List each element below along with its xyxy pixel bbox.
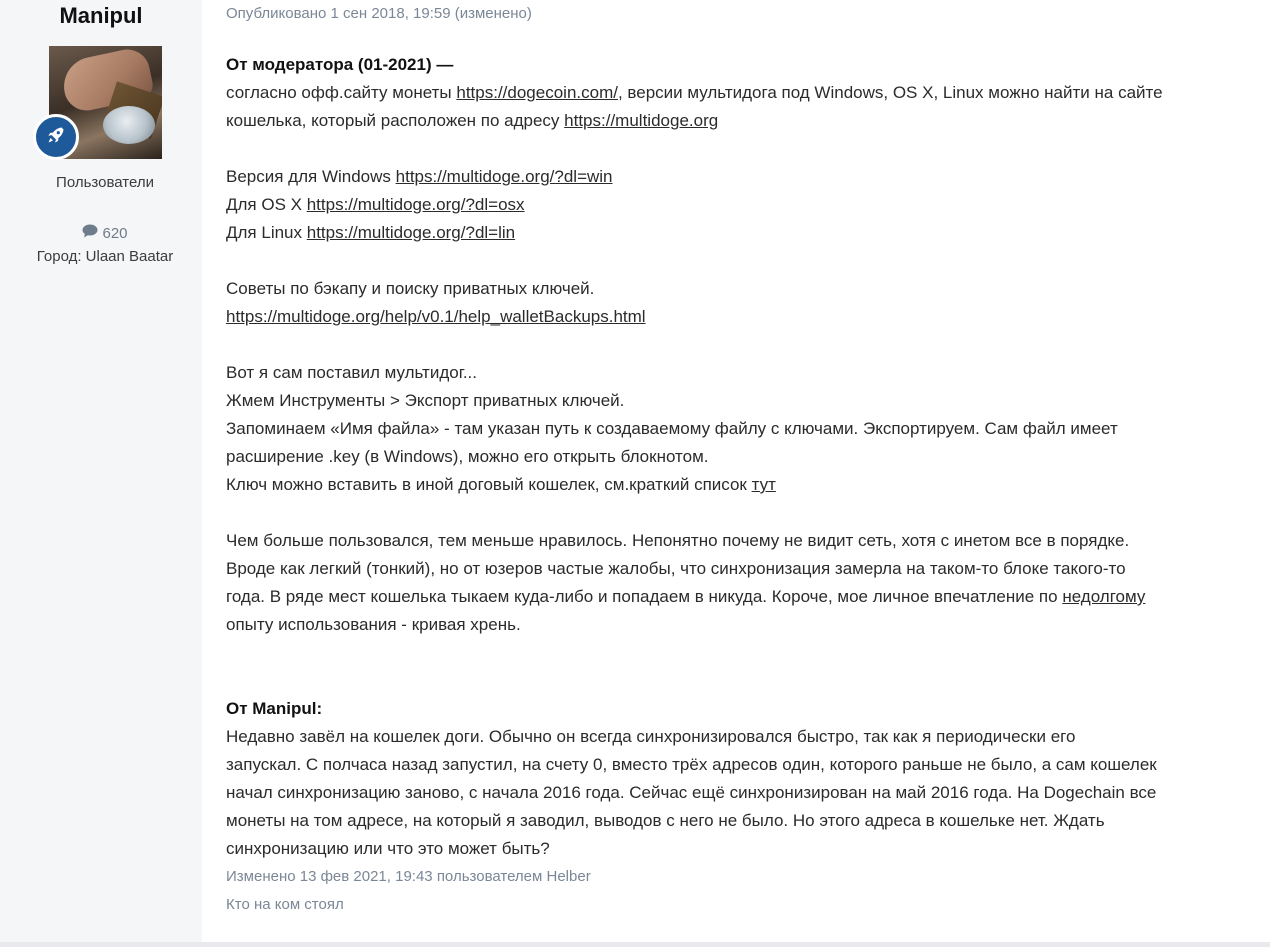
post-date[interactable]: Опубликовано 1 сен 2018, 19:59: [226, 5, 451, 22]
wallet-list-link[interactable]: тут: [751, 475, 776, 494]
reactions-link[interactable]: Кто на ком стоял: [226, 896, 344, 913]
opinion-line: опыту использования - кривая хрень.: [226, 615, 521, 634]
question-line: синхронизацию или что это может быть?: [226, 839, 550, 858]
question-line: Недавно завёл на кошелек доги. Обычно он всегда синхронизировался быстро, так как я периодически его: [226, 727, 1076, 746]
author-heading: От Manipul:: [226, 699, 323, 718]
instruction-line: Вот я сам поставил мультидог...: [226, 363, 478, 382]
osx-line: Для OS X https://multidoge.org/?dl=osx: [226, 195, 525, 214]
post-divider: [0, 942, 1270, 947]
author-panel: [0, 0, 202, 942]
windows-download-link[interactable]: https://multidoge.org/?dl=win: [395, 167, 613, 186]
dogecoin-link[interactable]: https://dogecoin.com/: [456, 83, 618, 102]
backup-help-link[interactable]: https://multidoge.org/help/v0.1/help_walletBackups.html: [226, 307, 646, 326]
rocket-icon: [46, 125, 66, 150]
author-city: Город: Ulaan Baatar: [36, 248, 174, 265]
linux-download-link[interactable]: https://multidoge.org/?dl=lin: [306, 223, 516, 242]
backup-tip: Советы по бэкапу и поиску приватных ключей.: [226, 279, 595, 298]
post-meta: [226, 5, 532, 22]
question-line: запускал. С полчаса назад запустил, на счету 0, вместо трёх адресов один, которого раньше не было, а сам кошелек: [226, 755, 1157, 774]
osx-download-link[interactable]: https://multidoge.org/?dl=osx: [306, 195, 525, 214]
multidoge-link[interactable]: https://multidoge.org: [564, 111, 719, 130]
opinion-link[interactable]: недолгому: [1062, 587, 1146, 606]
instruction-line: Жмем Инструменты > Экспорт приватных ключей.: [226, 391, 625, 410]
moderator-line-2: кошелька, который расположен по адресу https://multidoge.org: [226, 111, 719, 130]
user-group: Пользователи: [56, 174, 154, 191]
comment-icon: [82, 224, 98, 242]
question-line: начал синхронизацию заново, с начала 2016 года. Сейчас ещё синхронизирован на май 2016 года. На Dogechain все: [226, 783, 1157, 802]
instruction-line: Ключ можно вставить в иной договый кошелек, см.краткий список тут: [226, 475, 776, 494]
moderator-heading: От модератора (01-2021) —: [226, 55, 454, 74]
backup-line: [226, 303, 646, 331]
post-count[interactable]: [0, 224, 210, 242]
rank-badge: [33, 114, 79, 160]
opinion-line: года. В ряде мест кошелька тыкаем куда-либо и попадаем в никуда. Короче, мое личное впечатление по недолгому: [226, 587, 1146, 606]
opinion-line: Вроде как легкий (тонкий), но от юзеров частые жалобы, что синхронизация замерла на таком-то блоке такого-то: [226, 559, 1126, 578]
linux-line: Для Linux https://multidoge.org/?dl=lin: [226, 223, 516, 242]
moderator-line-1: согласно офф.сайту монеты https://dogecoin.com/, версии мультидога под Windows, OS X, Linux можно найти на сайте: [226, 83, 1163, 102]
author-name[interactable]: Manipul: [59, 3, 143, 28]
edited-note: Изменено 13 фев 2021, 19:43 пользователем Helber: [226, 868, 591, 885]
question-line: монеты на том адресе, на который я заводил, выводов с него не было. Но этого адреса в кошельке нет. Ждать: [226, 811, 1105, 830]
instruction-line: расширение .key (в Windows), можно его открыть блокнотом.: [226, 447, 709, 466]
windows-line: Версия для Windows https://multidoge.org/?dl=win: [226, 167, 613, 186]
instruction-line: Запоминаем «Имя файла» - там указан путь к создаваемому файлу с ключами. Экспортируем. Сам файл имеет: [226, 419, 1118, 438]
post-edited-flag: (изменено): [454, 5, 532, 22]
opinion-line: Чем больше пользовался, тем меньше нравилось. Непонятно почему не видит сеть, хотя с инетом все в порядке.: [226, 531, 1130, 550]
post-count-value: 620: [102, 224, 128, 242]
